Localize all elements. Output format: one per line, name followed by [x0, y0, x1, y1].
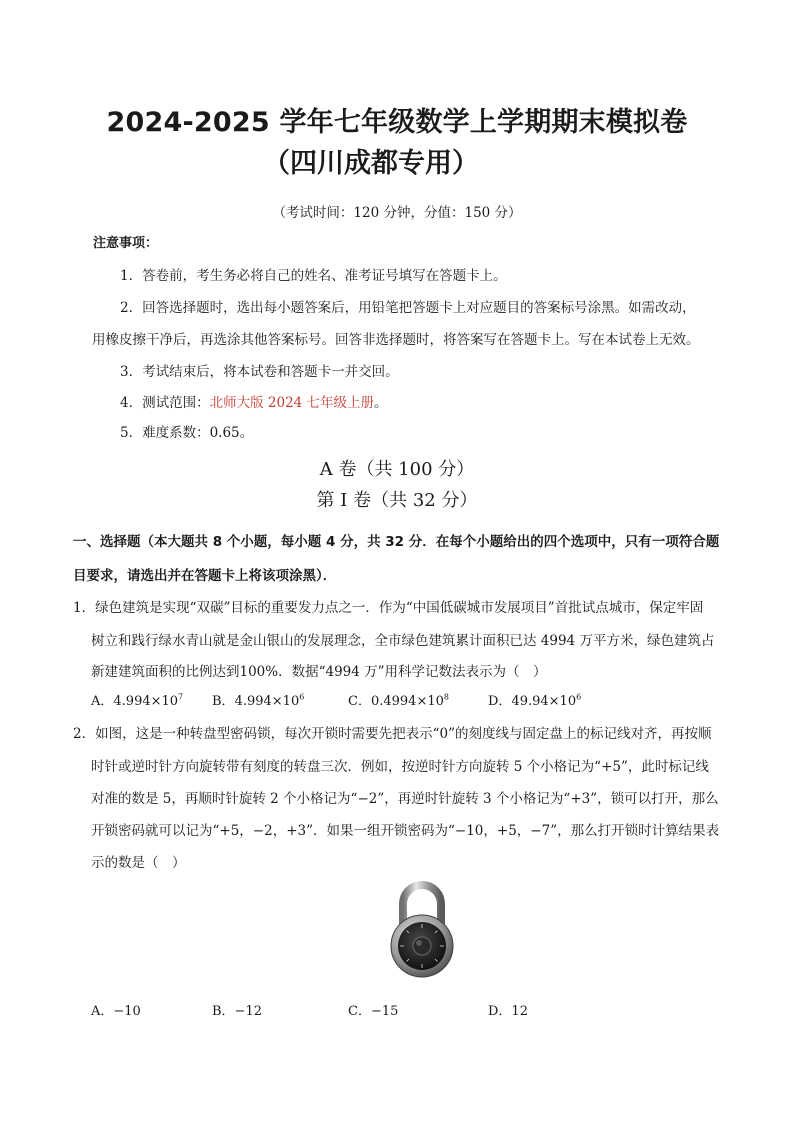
- instructions-line-2: 目要求，请选出并在答题卡上将该项涂黑）．: [73, 568, 337, 584]
- notes-title: 注意事项：: [93, 236, 159, 251]
- q2-option-a[interactable]: A．−10: [91, 1004, 141, 1019]
- note-item-1: 1．答卷前，考生务必将自己的姓名、准考证号填写在答题卡上。: [120, 268, 507, 284]
- q1-option-b[interactable]: B．$4.994\times 10^6$: [212, 692, 305, 709]
- page-title: 2024-2025 学年七年级数学上学期期末模拟卷: [106, 107, 688, 138]
- section-part-a: A 卷（共 100 分）: [319, 459, 475, 480]
- note-item-5: 5．难度系数：0.65。: [120, 425, 254, 441]
- test-scope: 北师大版 2024 七年级上册: [209, 395, 375, 411]
- q2-line-5: 示的数是（ ）: [91, 855, 186, 871]
- exam-info: （考试时间：120 分钟，分值：150 分）: [272, 205, 522, 221]
- note-item-4-prefix: 4．测试范围：: [120, 395, 210, 411]
- q2-line-3: 对准的数是 5，再顺时针旋转 2 个小格记为“−2”，再逆时针旋转 3 个小格记为“+3”，锁可以打开，那么: [91, 791, 719, 807]
- q2-line-2: 时针或逆时针方向旋转带有刻度的转盘三次．例如，按逆时针方向旋转 5 个小格记为“+5”，此时标记线: [91, 759, 709, 775]
- q1-line-1: 1．绿色建筑是实现“双碳”目标的重要发力点之一．作为“中国低碳城市发展项目”首批试点城市，保定牢固: [73, 600, 704, 616]
- note-item-4-suffix: 。: [374, 395, 388, 411]
- q1-option-a[interactable]: A．$4.994\times 10^7$: [91, 692, 184, 709]
- note-item-2-line-2: 用橡皮擦干净后，再选涂其他答案标号。回答非选择题时，将答案写在答题卡上。写在本试卷上无效。: [92, 332, 700, 348]
- q2-option-b[interactable]: B．−12: [212, 1004, 262, 1019]
- q1-line-3: 新建建筑面积的比例达到100%．数据“4994 万”用科学记数法表示为（ ）: [91, 664, 547, 680]
- q2-option-d[interactable]: D．12: [488, 1004, 528, 1019]
- note-item-4: [120, 391, 388, 411]
- q1-line-2: 树立和践行绿水青山就是金山银山的发展理念，全市绿色建筑累计面积已达 4994 万平方米，绿色建筑占: [91, 633, 715, 649]
- q2-option-c[interactable]: C．−15: [348, 1004, 399, 1019]
- page-subtitle: （四川成都专用）: [263, 148, 479, 179]
- q2-line-1: 2．如图，这是一种转盘型密码锁，每次开锁时需要先把表示“0”的刻度线与固定盘上的标记线对齐，再按顺: [73, 726, 712, 742]
- padlock-image: [383, 876, 463, 981]
- note-item-2-line-1: 2．回答选择题时，选出每小题答案后，用铅笔把答题卡上对应题目的答案标号涂黑。如需改动，: [120, 300, 696, 316]
- instructions-line-1: 一、选择题（本大题共 8 个小题，每小题 4 分，共 32 分．在每个小题给出的四个选项中，只有一项符合题: [73, 534, 720, 550]
- section-part-1: 第 I 卷（共 32 分）: [316, 490, 478, 511]
- note-item-3: 3．考试结束后，将本试卷和答题卡一并交回。: [120, 364, 399, 380]
- q1-option-c[interactable]: C．$0.4994\times 10^8$: [348, 692, 449, 709]
- q1-option-d[interactable]: D．$49.94\times 10^6$: [488, 692, 582, 709]
- q2-line-4: 开锁密码就可以记为“+5，−2，+3”．如果一组开锁密码为“−10，+5，−7”，那么打开锁时计算结果表: [91, 823, 720, 839]
